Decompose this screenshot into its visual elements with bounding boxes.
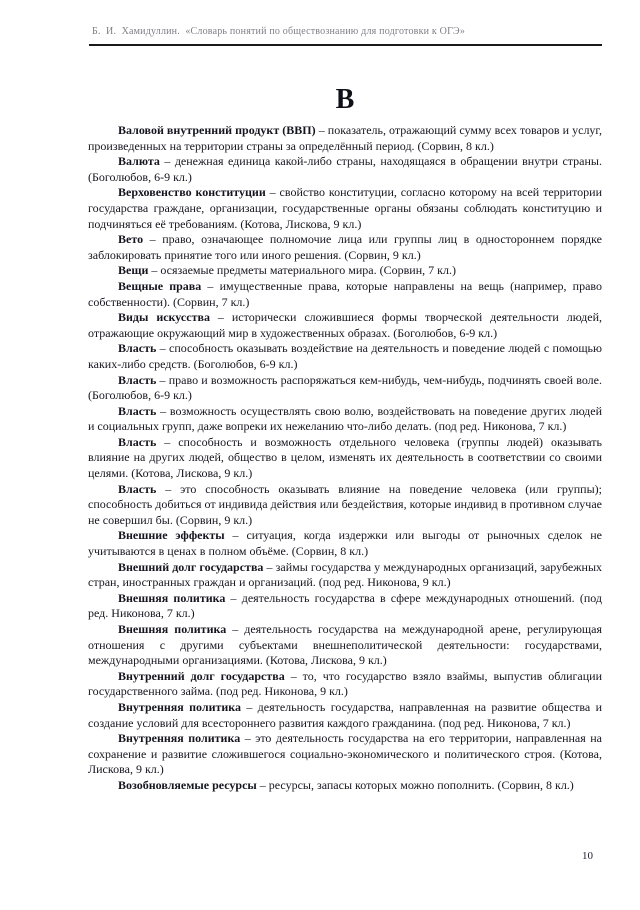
entry-term: Валюта: [118, 154, 160, 169]
header-divider: [89, 44, 602, 46]
entry-term: Внешняя политика: [118, 590, 226, 605]
entry-definition: – способность оказывать воздействие на деятельность и поведение людей с помощью каких-либо средств. (Боголюбов, 6-9 кл.): [88, 341, 602, 371]
entry-term: Внутренняя политика: [118, 699, 242, 714]
entry-definition: – ресурсы, запасы которых можно пополнить. (Сорвин, 8 кл.): [256, 777, 574, 792]
dictionary-body: [88, 123, 602, 794]
entry-definition: – имущественные права, которые направлены на вещь (например, право собственности). (Сорвин, 7 кл.): [88, 278, 602, 309]
entry-definition: – исторически сложившиеся формы творческой деятельности людей, отражающие окружающий мир в художественных образах. (Боголюбов, 6-9 кл.): [88, 310, 603, 340]
dictionary-entry: [88, 373, 602, 404]
dictionary-entry: [88, 404, 602, 435]
entry-term: Власть: [118, 341, 157, 356]
entry-term: Внешние эффекты: [118, 528, 225, 543]
entry-definition: – деятельность государства на международной арене, регулирующая отношения с другими субъектами внешнеполитической деятельности: государствами, международными организациями. (Котова, Лискова, 9 кл.): [88, 622, 602, 668]
entry-term: Валовой внутренний продукт (ВВП): [118, 123, 316, 137]
entry-term: Вещные права: [118, 278, 202, 293]
entry-definition: – это деятельность государства на его территории, направленная на сохранение и развитие сложившегося социально-экономического и политического строя. (Котова, Лискова, 9 кл.): [88, 731, 603, 777]
dictionary-entry: [88, 700, 602, 731]
entry-definition: – ситуация, когда издержки или выгоды от рыночных сделок не учитываются в ценах в полном объёме. (Сорвин, 8 кл.): [88, 528, 602, 559]
entry-term: Власть: [118, 372, 157, 387]
entry-term: Внутренний долг государства: [118, 668, 285, 683]
section-letter-heading: В: [335, 84, 355, 115]
page-number: 10: [582, 850, 593, 862]
dictionary-entry: [88, 435, 602, 482]
dictionary-entry: [88, 154, 602, 185]
entry-definition: – это способность оказывать влияние на поведение человека (или группы); способность добиться от индивида действия или бездействия, которые индивид в противном случае не совершил бы. (Сорвин, 9 кл.): [88, 481, 602, 527]
dictionary-entry: [88, 669, 602, 700]
entry-definition: – займы государства у международных организаций, зарубежных стран, иностранных граждан и организаций. (под ред. Никонова, 9 кл.): [88, 559, 603, 590]
dictionary-entry: [88, 560, 602, 591]
entry-term: Вето: [118, 232, 144, 247]
dictionary-entry: [88, 185, 602, 232]
dictionary-entry: [88, 731, 602, 778]
dictionary-entry: [88, 263, 602, 279]
entry-definition: – деятельность государства, направленная на развитие общества и создание условий для всестороннего развития каждого гражданина. (под ред. Никонова, 7 кл.): [88, 699, 602, 730]
dictionary-entry: [88, 591, 602, 622]
dictionary-entry: [88, 778, 602, 794]
entry-definition: – возможность осуществлять свою волю, воздействовать на поведение других людей и социальных групп, даже вопреки их нежеланию что-либо делать. (под ред. Никонова, 7 кл.): [88, 403, 602, 434]
dictionary-entry: [88, 279, 602, 310]
running-header: Б. И. Хамидуллин. «Словарь понятий по обществознанию для подготовки к ОГЭ»: [92, 26, 466, 37]
entry-term: Вещи: [118, 263, 149, 278]
entry-definition: – показатель, отражающий сумму всех товаров и услуг, произведенных на территории страны за определённый период. (Сорвин, 8 кл.): [88, 123, 602, 153]
dictionary-entry: [88, 528, 602, 559]
entry-definition: – свойство конституции, согласно которому на всей территории государства граждане, организации, государственные органы обязаны соблюдать конституцию и подчиняться её требованиям. (Котова, Лискова, 9 кл.): [88, 185, 602, 231]
entry-definition: – право и возможность распоряжаться кем-нибудь, чем-нибудь, подчинять своей воле. (Боголюбов, 6-9 кл.): [88, 372, 602, 403]
entry-term: Виды искусства: [118, 310, 210, 325]
entry-term: Внутренняя политика: [118, 731, 241, 746]
dictionary-entry: [88, 310, 602, 341]
dictionary-entry: [88, 622, 602, 669]
entry-term: Внешний долг государства: [118, 559, 264, 574]
entry-definition: – то, что государство взяло взаймы, выпустив облигации государственного займа. (под ред. Никонова, 9 кл.): [88, 668, 603, 699]
dictionary-entry: [88, 482, 602, 529]
entry-term: Власть: [118, 403, 157, 418]
entry-term: Власть: [118, 434, 157, 449]
entry-term: Внешняя политика: [118, 622, 227, 636]
entry-definition: – осязаемые предметы материального мира. (Сорвин, 7 кл.): [148, 263, 456, 278]
dictionary-entry: [88, 123, 602, 154]
entry-definition: – денежная единица какой-либо страны, находящаяся в обращении внутри страны. (Боголюбов, 6-9 кл.): [88, 154, 602, 184]
dictionary-entry: [88, 341, 602, 372]
entry-term: Верховенство конституции: [118, 185, 266, 200]
dictionary-entry: [88, 232, 602, 263]
entry-term: Возобновляемые ресурсы: [118, 777, 257, 792]
entry-definition: – деятельность государства в сфере международных отношений. (под ред. Никонова, 7 кл.): [88, 590, 603, 621]
entry-term: Власть: [118, 481, 157, 496]
entry-definition: – способность и возможность отдельного человека (группы людей) оказывать влияние на других людей, общество в целом, изменять их деятельность в соответствии со своими целями. (Котова, Лискова, 9 кл.): [88, 434, 602, 481]
entry-definition: – право, означающее полномочие лица или группы лиц в одностороннем порядке заблокировать принятие того или иного решения. (Сорвин, 9 кл.): [88, 232, 602, 262]
